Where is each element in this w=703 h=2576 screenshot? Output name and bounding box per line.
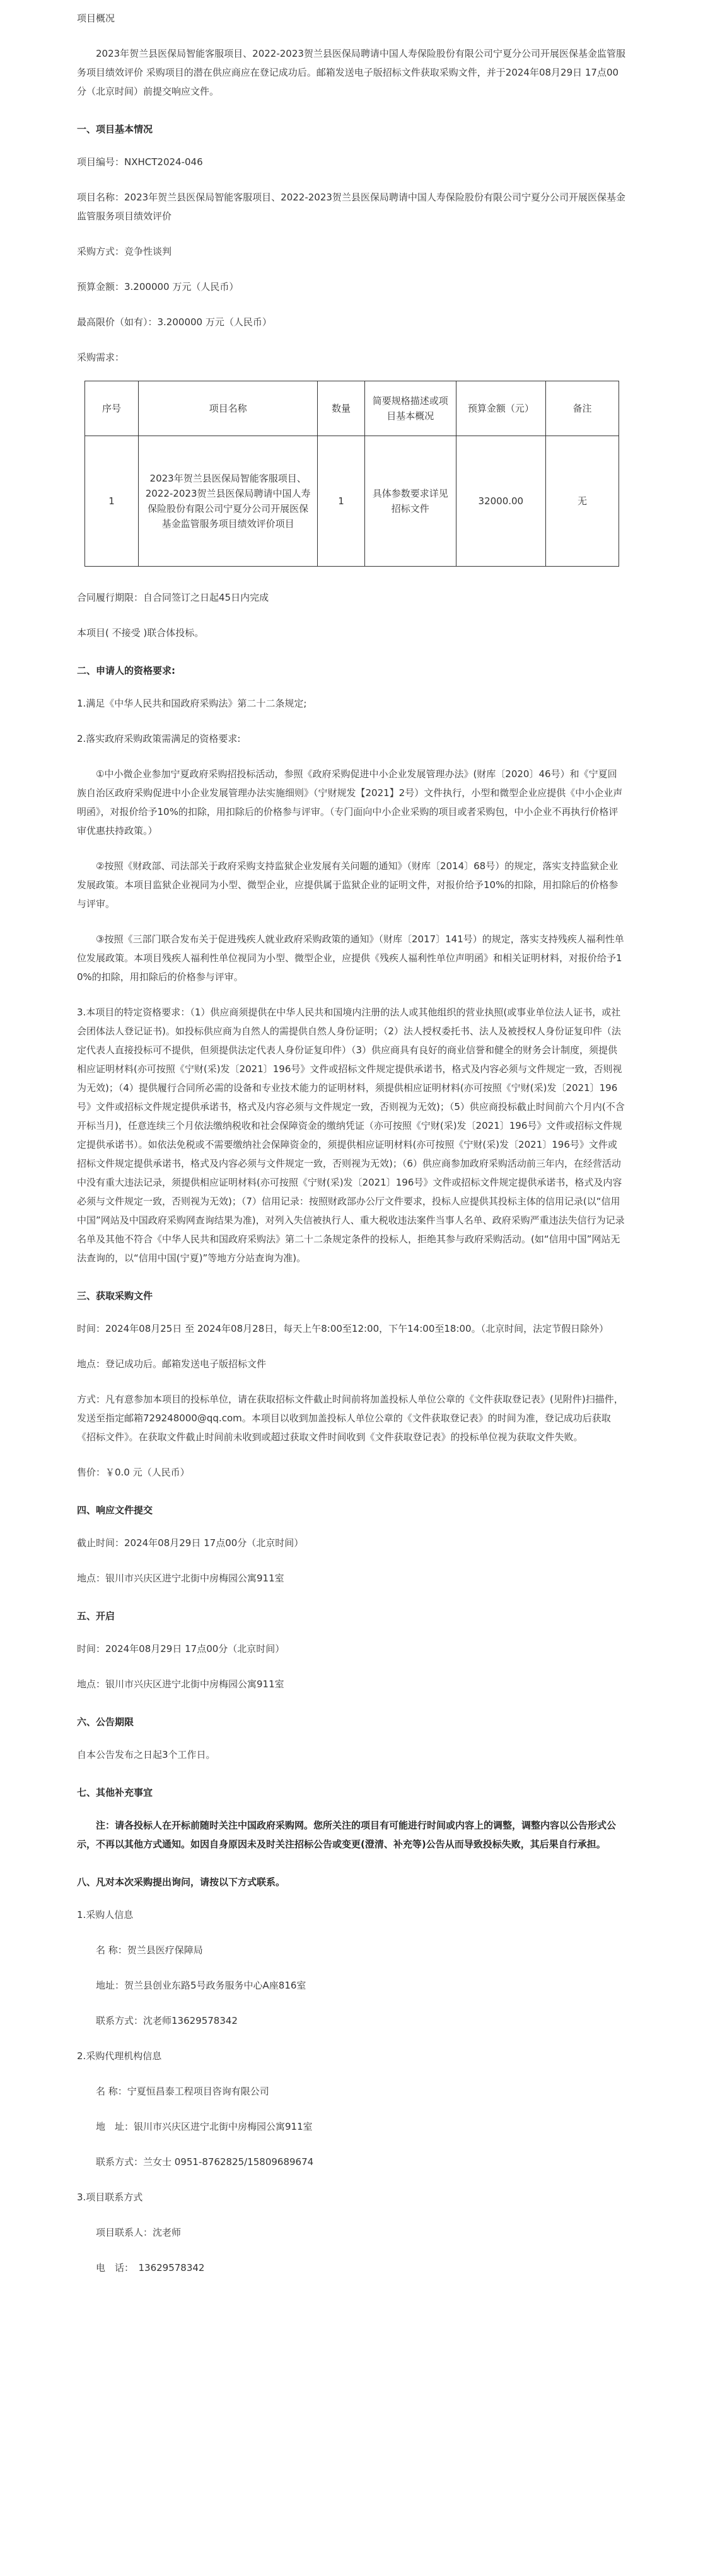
table-row — [85, 436, 619, 567]
cell-name: 2023年贺兰县医保局智能客服项目、2022-2023贺兰县医保局聘请中国人寿保险股份有限公司宁夏分公司开展医保基金监管服务项目绩效评价项目 — [139, 436, 318, 567]
docs-method: 方式：凡有意参加本项目的投标单位，请在获取招标文件截止时间前将加盖投标人单位公章的《文件获取登记表》(见附件)扫描件，发送至指定邮箱729248000@qq.com。本项目以收到加盖投标人单位公章的《文件获取登记表》的时间为准，登记成功后获取《招标文件》。在获取文件截止时间前未收到或超过获取文件时间收到《文件获取登记表》的投标单位视为获取文件失败。 — [77, 1394, 624, 1443]
consortium-note: 本项目( 不接受 )联合体投标。 — [77, 627, 204, 638]
header-remark: 备注 — [546, 381, 619, 436]
agency-address: 地 址：银川市兴庆区进宁北街中房梅园公寓911室 — [96, 2121, 313, 2132]
procurement-method: 采购方式：竞争性谈判 — [77, 246, 172, 257]
agency-contact: 联系方式：兰女士 0951-8762825/15809689674 — [96, 2156, 314, 2168]
section-2-heading: 二、申请人的资格要求: — [77, 665, 175, 676]
policy-sme: ①中小微企业参加宁夏政府采购招投标活动，参照《政府采购促进中小企业发展管理办法》(财库〔2020〕46号）和《宁夏回族自治区政府采购促进中小企业发展管理办法实施细则》（宁财规发【2021】2号）文件执行，小型和微型企业应提供《中小企业声明函》，对报价给予10%的扣除，用扣除后的价格参与评审。（专门面向中小企业采购的项目或者采购包，中小企业不再执行价格评审优惠扶持政策。） — [77, 768, 623, 836]
qualification-item-3: 3.本项目的特定资格要求：（1）供应商须提供在中华人民共和国境内注册的法人或其他组织的营业执照(或事业单位法人证书，或社会团体法人登记证书)。如投标供应商为自然人的需提供自然人身份证明；（2）法人授权委托书、法人及被授权人身份证复印件（法定代表人直接投标可不提供，但须提供法定代表人身份证复印件）（3）供应商具有良好的商业信誉和健全的财务会计制度，须提供相应证明材料(亦可按照《宁财(采)发〔2021〕196号》文件或招标文件规定提供承诺书，格式及内容必须与文件规定一致，否则视为无效)；（4）提供履行合同所必需的设备和专业技术能力的证明材料，须提供相应证明材料(亦可按照《宁财(采)发〔2021〕196号》文件或招标文件规定提供承诺书，格式及内容必须与文件规定一致，否则视为无效)；（5）供应商投标截止时间前六个月内(不含开标当月)，任意连续三个月依法缴纳税收和社会保障资金的缴纳凭证（亦可按照《宁财(采)发〔2021〕196号》文件或招标文件规定提供承诺书）。如依法免税或不需要缴纳社会保障资金的，须提供相应证明材料(亦可按照《宁财(采)发〔2021〕196号》文件或招标文件规定提供承诺书，格式及内容必须与文件规定一致，否则视为无效)；（6）供应商参加政府采购活动前三年内，在经营活动中没有重大违法记录，须提供相应证明材料(亦可按照《宁财(采)发〔2021〕196号》文件或招标文件规定提供承诺书，格式及内容必须与文件规定一致，否则视为无效)；（7）信用记录：按照财政部办公厅文件要求，投标人应提供其投标主体的信用记录(以“信用中国”网站及中国政府采购网查询结果为准)，对列入失信被执行人、重大税收违法案件当事人名单、政府采购严重违法失信行为记录名单及其他不符合《中华人民共和国政府采购法》第二十二条规定条件的投标人，拒绝其参与政府采购活动。(如“信用中国”网站无法查询的，以“信用中国(宁夏)”等地方分站查询为准)。 — [77, 1007, 625, 1264]
header-name: 项目名称 — [139, 381, 318, 436]
project-contact-phone: 电 话： 13629578342 — [96, 2262, 205, 2273]
submission-place: 地点：银川市兴庆区进宁北街中房梅园公寓911室 — [77, 1573, 284, 1584]
max-price: 最高限价（如有）：3.200000 万元（人民币） — [77, 316, 272, 328]
project-number: 项目编号：NXHCT2024-046 — [77, 156, 203, 168]
project-name: 项目名称：2023年贺兰县医保局智能客服项目、2022-2023贺兰县医保局聘请中国人寿保险股份有限公司宁夏分公司开展医保基金监管服务项目绩效评价 — [77, 192, 625, 222]
opening-place: 地点：银川市兴庆区进宁北街中房梅园公寓911室 — [77, 1678, 284, 1690]
submission-deadline: 截止时间：2024年08月29日 17点00分（北京时间） — [77, 1537, 304, 1549]
supplement-note: 注：请各投标人在开标前随时关注中国政府采购网。您所关注的项目有可能进行时间或内容上的调整，调整内容以公告形式公示，不再以其他方式通知。如因自身原因未及时关注招标公告或变更(澄清、补充等)公告从而导致投标失败，其后果自行承担。 — [77, 1820, 617, 1850]
cell-no: 1 — [85, 436, 139, 567]
agency-subheading: 2.采购代理机构信息 — [77, 2050, 162, 2062]
docs-time: 时间：2024年08月25日 至 2024年08月28日，每天上午8:00至12:00，下午14:00至18:00。（北京时间，法定节假日除外） — [77, 1323, 609, 1334]
purchaser-subheading: 1.采购人信息 — [77, 1909, 134, 1920]
header-qty: 数量 — [318, 381, 365, 436]
cell-qty: 1 — [318, 436, 365, 567]
requirements-table — [84, 381, 619, 567]
section-4-heading: 四、响应文件提交 — [77, 1505, 153, 1516]
agency-name: 名 称：宁夏恒昌泰工程项目咨询有限公司 — [96, 2086, 269, 2097]
purchaser-address: 地址：贺兰县创业东路5号政务服务中心A座816室 — [96, 1980, 306, 1991]
purchaser-contact: 联系方式：沈老师13629578342 — [96, 2015, 238, 2026]
project-contact-subheading: 3.项目联系方式 — [77, 2192, 143, 2203]
section-6-heading: 六、公告期限 — [77, 1716, 134, 1728]
section-3-heading: 三、获取采购文件 — [77, 1290, 153, 1302]
docs-place: 地点：登记成功后。邮箱发送电子版招标文件 — [77, 1358, 267, 1370]
policy-prison: ②按照《财政部、司法部关于政府采购支持监狱企业发展有关问题的通知》（财库〔2014〕68号）的规定，落实支持监狱企业发展政策。本项目监狱企业视同为小型、微型企业，应提供属于监狱企业的证明文件，对报价给予10%的扣除，用扣除后的价格参与评审。 — [77, 860, 619, 910]
demand-label: 采购需求： — [77, 352, 125, 363]
budget-amount: 预算金额：3.200000 万元（人民币） — [77, 281, 239, 292]
project-contact-person: 项目联系人：沈老师 — [96, 2227, 182, 2238]
section-1-heading: 一、项目基本情况 — [77, 124, 153, 135]
header-brief: 简要规格描述或项目基本概况 — [364, 381, 456, 436]
opening-time: 时间：2024年08月29日 17点00分（北京时间） — [77, 1643, 285, 1655]
section-7-heading: 七、其他补充事宜 — [77, 1787, 153, 1798]
qualification-item-2: 2.落实政府采购政策需满足的资格要求: — [77, 733, 241, 744]
header-budget: 预算金额（元） — [456, 381, 546, 436]
cell-brief: 具体参数要求详见招标文件 — [364, 436, 456, 567]
policy-disabled: ③按照《三部门联合发布关于促进残疾人就业政府采购政策的通知》（财库〔2017〕141号）的规定，落实支持残疾人福利性单位发展政策。本项目残疾人福利性单位视同为小型、微型企业，应提供《残疾人福利性单位声明函》和相关证明材料，对报价给予10%的扣除，用扣除后的价格参与评审。 — [77, 933, 624, 983]
section-8-heading: 八、凡对本次采购提出询问，请按以下方式联系。 — [77, 1876, 286, 1888]
cell-budget: 32000.00 — [456, 436, 546, 567]
section-5-heading: 五、开启 — [77, 1610, 115, 1622]
notice-period: 自本公告发布之日起3个工作日。 — [77, 1749, 216, 1760]
overview-heading: 项目概况 — [77, 13, 115, 24]
purchaser-name: 名 称：贺兰县医疗保障局 — [96, 1944, 203, 1956]
overview-text: 2023年贺兰县医保局智能客服项目、2022-2023贺兰县医保局聘请中国人寿保险股份有限公司宁夏分公司开展医保基金监管服务项目绩效评价 采购项目的潜在供应商应在登记成功后。邮箱发送电子版招标文件获取采购文件，并于2024年08月29日 17点00分（北京时间）前提交响应文件。 — [77, 48, 625, 97]
table-header-row — [85, 381, 619, 436]
contract-period: 合同履行期限：自合同签订之日起45日内完成 — [77, 592, 269, 603]
docs-price: 售价：￥0.0 元（人民币） — [77, 1467, 190, 1478]
header-no: 序号 — [85, 381, 139, 436]
cell-remark: 无 — [546, 436, 619, 567]
qualification-item-1: 1.满足《中华人民共和国政府采购法》第二十二条规定; — [77, 698, 307, 709]
